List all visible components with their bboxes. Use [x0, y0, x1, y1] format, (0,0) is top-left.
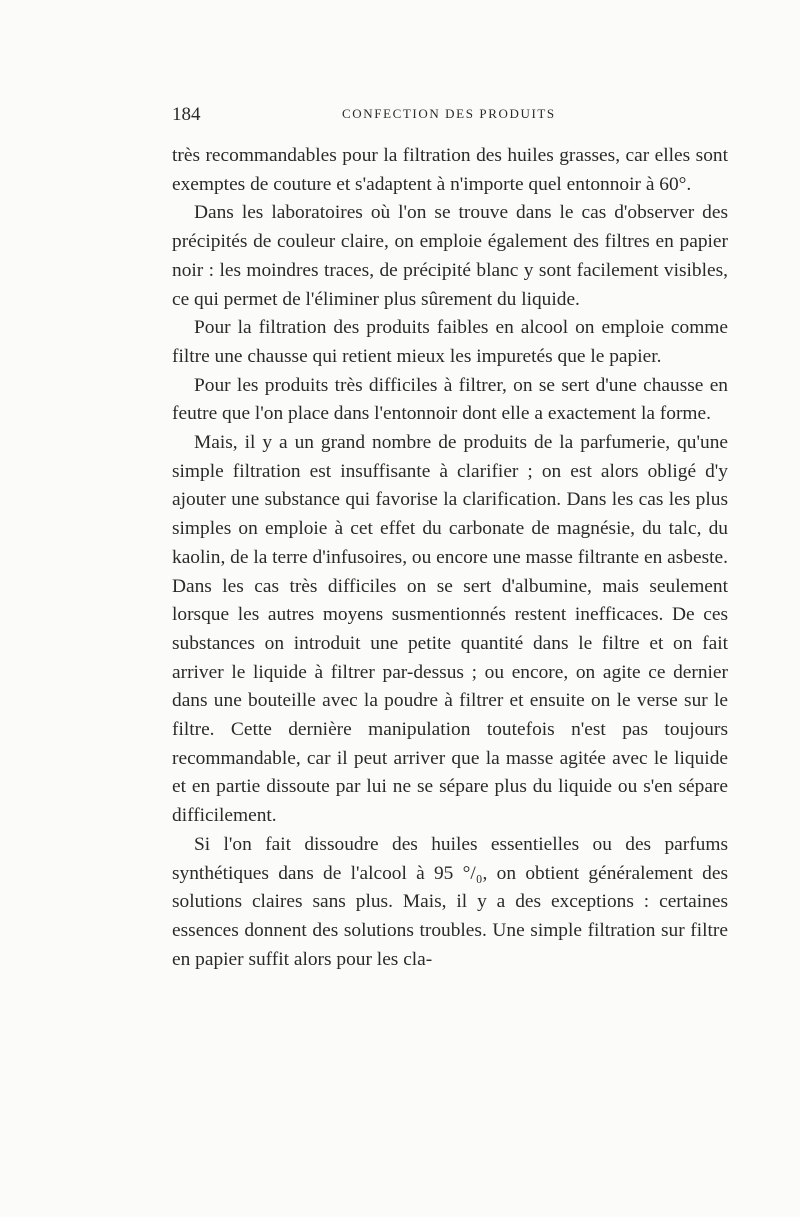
paragraph-black-paper-filters: Dans les laboratoires où l'on se trouve dans le cas d'observer des précipités de couleur claire, on emploie également des filtres en papier noir : les moindres traces, de précipité blanc y sont facilement visibles, ce qui permet de l'éliminer plus sûrement du liquide. — [172, 202, 728, 310]
paragraph-felt-filter: Pour les produits très difficiles à filtrer, on se sert d'une chausse en feutre que l'on place dans l'entonnoir dont elle a exactement la forme. — [172, 374, 728, 425]
paragraph-essential-oils: Si l'on fait dissoudre des huiles essentielles ou des parfums synthétiques dans de l'alcool à 95 °/₀, on obtient généralement des solutions claires sans plus. Mais, il y a des exceptions : certaines essences donnent des solutions troubles. Une simple filtration sur filtre en papier suffit alors pour les cla- — [172, 833, 728, 970]
paragraph-filter-continuation: très recommandables pour la filtration des huiles grasses, car elles sont exemptes de couture et s'adaptent à n'importe quel entonnoir à 60°. — [172, 145, 728, 195]
page-number: 184 — [172, 104, 201, 125]
running-title: CONFECTION DES PRODUITS — [342, 106, 556, 121]
running-head — [172, 104, 730, 128]
paragraph-clarifying-substances: Mais, il y a un grand nombre de produits de la parfumerie, qu'une simple filtration est insuffisante à clarifier ; on est alors obligé d'y ajouter une substance qui favorise la clarification. Dans les cas les plus simples on emploie à cet effet du carbonate de magnésie, du talc, du kaolin, de la terre d'infusoires, ou encore une masse filtrante en asbeste. Dans les cas très difficiles on se sert d'albumine, mais seulement lorsque les autres moyens susmentionnés restent inefficaces. De ces substances on introduit une petite quantité dans le filtre et on fait arriver le liquide à filtrer par-dessus ; ou encore, on agite ce dernier dans une bouteille avec la poudre à filtrer et ensuite on le verse sur le filtre. Cette dernière manipulation toutefois n'est pas toujours recommandable, car il peut arriver que la masse agitée avec le liquide et en partie dissoute par lui ne se sépare plus du liquide ou s'en sépare difficilement. — [172, 432, 728, 827]
paragraph-low-alcohol-filtration: Pour la filtration des produits faibles en alcool on emploie comme filtre une chausse qui retient mieux les impuretés que le papier. — [172, 317, 728, 367]
body-text — [172, 142, 728, 974]
